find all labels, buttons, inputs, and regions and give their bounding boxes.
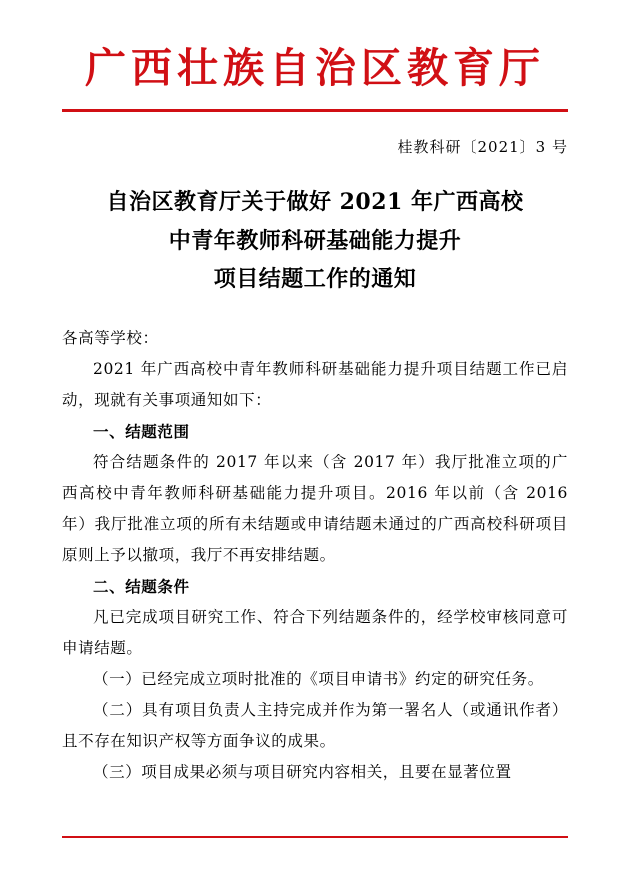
document-number: 桂教科研〔2021〕3 号 <box>397 138 568 157</box>
title-line-1: 自治区教育厅关于做好 2021 年广西高校 <box>106 189 524 216</box>
body-heading-scope: 一、结题范围 <box>93 421 190 441</box>
footer-divider <box>62 836 568 838</box>
body-paragraph-scope: 符合结题条件的 2017 年以来（含 2017 年）我厅批准立项的广西高校中青年教师科研基础能力提升项目。2016 年以前（含 2016 年）我厅批准立项的所有未结题或申请结题未通过的广西高校科研项目原则上予以撤项，我厅不再安排结题。 <box>62 452 568 564</box>
document-body <box>62 323 568 788</box>
body-paragraph-condition-1: （一）已经完成立项时批准的《项目申请书》约定的研究任务。 <box>93 669 544 688</box>
body-paragraph-conditions: 凡已完成项目研究工作、符合下列结题条件的，经学校审核同意可申请结题。 <box>62 607 568 657</box>
body-paragraph-condition-2: （二）具有项目负责人主持完成并作为第一署名人（或通讯作者）且不存在知识产权等方面争议的成果。 <box>62 700 568 750</box>
title-line-3: 项目结题工作的通知 <box>213 266 417 293</box>
body-paragraph-condition-3: （三）项目成果必须与项目研究内容相关，且要在显著位置 <box>93 762 512 781</box>
masthead-title: 广西壮族自治区教育厅 <box>85 44 545 92</box>
masthead-divider <box>62 109 568 112</box>
body-paragraph-intro: 2021 年广西高校中青年教师科研基础能力提升项目结题工作已启动，现就有关事项通知如下： <box>62 359 568 409</box>
document-title <box>62 183 568 299</box>
body-heading-conditions: 二、结题条件 <box>93 576 190 596</box>
body-paragraph-salutation: 各高等学校： <box>62 328 159 347</box>
title-line-2: 中青年教师科研基础能力提升 <box>168 227 462 254</box>
